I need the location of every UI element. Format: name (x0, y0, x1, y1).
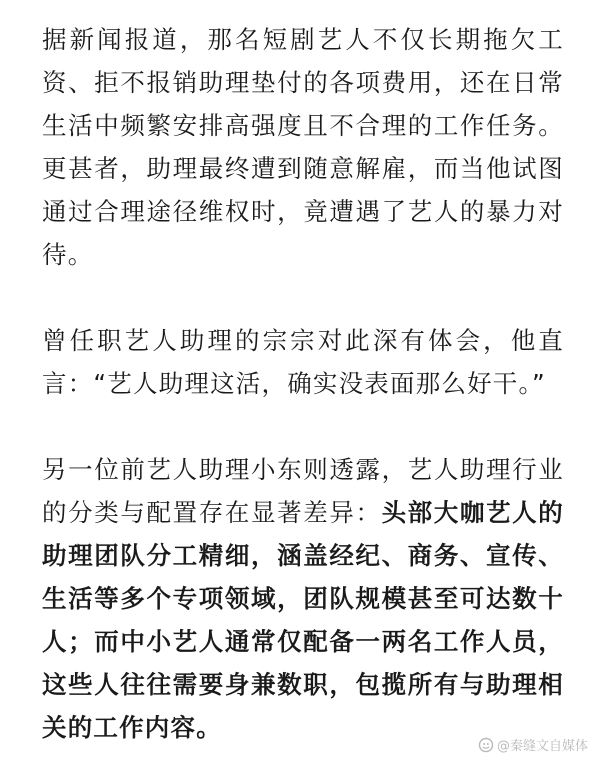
paragraph-1: 据新闻报道，那名短剧艺人不仅长期拖欠工资、拒不报销助理垫付的各项费用，还在日常生活中频繁安排高强度且不合理的工作任务。更甚者，助理最终遭到随意解雇，而当他试图通过合理途径维权时，竟遭遇了艺人的暴力对待。 (42, 25, 564, 269)
watermark-icon (478, 737, 494, 753)
article-body (42, 18, 564, 749)
watermark (478, 735, 588, 754)
paragraph-3-bold-text: 头部大咖艺人的助理团队分工精细，涵盖经纪、商务、宣传、生活等多个专项领域，团队规模甚至可达数十人；而中小艺人通常仅配备一两名工作人员，这些人往往需要身兼数职，包揽所有与助理相关的工作内容。 (42, 498, 564, 742)
paragraph-3 (42, 448, 564, 749)
watermark-text: @秦缝文自媒体 (496, 739, 588, 754)
paragraph-2: 曾任职艺人助理的宗宗对此深有体会，他直言：“艺人助理这活，确实没表面那么好干。” (42, 326, 564, 398)
paragraph-3-plain-text: 另一位前艺人助理小东则透露，艺人助理行业的分类与配置存在显著差异： (42, 455, 564, 527)
